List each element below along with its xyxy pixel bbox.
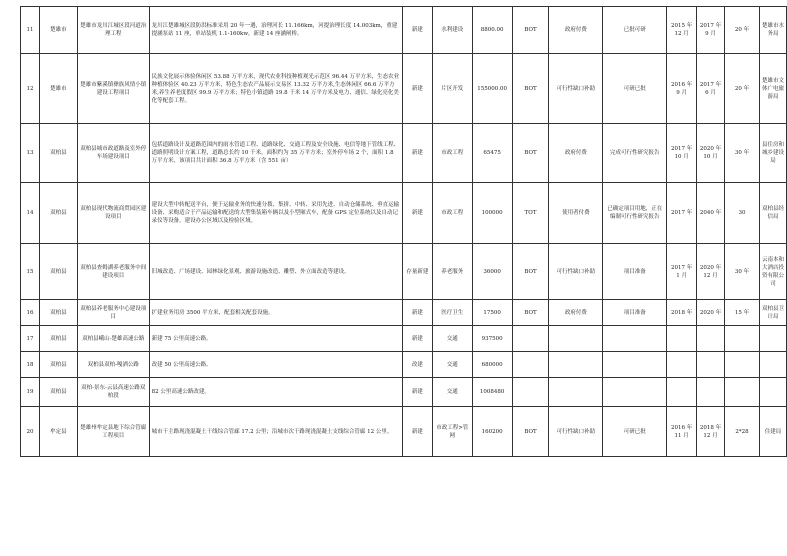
cell-start: 2017 年 [667, 183, 697, 244]
cell-term [725, 352, 760, 378]
cell-pay: 可行性缺口补助 [549, 54, 603, 124]
cell-inv: 100000 [472, 183, 512, 244]
cell-name: 双柏县峨山-楚雄高速公路 [77, 326, 149, 352]
cell-stage [603, 326, 667, 352]
cell-type: 新建 [402, 183, 432, 244]
table-row [21, 378, 787, 407]
table-row [21, 352, 787, 378]
cell-inv: 65475 [472, 124, 512, 183]
cell-desc: 新建 75 公里高速公路。 [149, 326, 402, 352]
cell-end [697, 378, 725, 407]
cell-no: 14 [21, 183, 40, 244]
cell-term: 15 年 [725, 300, 760, 326]
cell-inv: 160200 [472, 407, 512, 457]
cell-term: 30 年 [725, 244, 760, 300]
cell-cat: 水利建设 [432, 7, 472, 54]
cell-type: 新建 [402, 124, 432, 183]
cell-type: 新建 [402, 300, 432, 326]
cell-pay: 政府付费 [549, 300, 603, 326]
cell-stage: 项目准备 [603, 244, 667, 300]
cell-no: 19 [21, 378, 40, 407]
cell-name: 楚雄州牟定县地下综合管廊工程项目 [77, 407, 149, 457]
cell-end: 2017 年 9 月 [697, 7, 725, 54]
table-row [21, 124, 787, 183]
cell-no: 20 [21, 407, 40, 457]
cell-cat: 市政工程>管网 [432, 407, 472, 457]
cell-desc: 扩建业务用房 3500 平方米，配套相关配套设施。 [149, 300, 402, 326]
cell-desc: 民族文化展示体验休闲区 53.88 万平方米，现代农业科技种植观光示范区 96.44 万平方米，生态农业种植体验区 40.23 万平方米，特色生态农产品展示交易区 13.32 万平方米,生态休闲区 66.6 万平方米,养生养老度假区 99.9 万平方米；特色小镇道路 19.8 千米 14 万平方米及电力、通信、绿化亮化美化等配套工程。 [149, 54, 402, 124]
cell-pay: 使用者付费 [549, 183, 603, 244]
cell-name: 双柏县查姆湖养老服务中间建设项目 [77, 244, 149, 300]
cell-name: 楚雄市龙川江城区段河道治理工程 [77, 7, 149, 54]
cell-org [759, 378, 786, 407]
cell-mode [512, 326, 549, 352]
table-row [21, 326, 787, 352]
cell-type: 存量新建 [402, 244, 432, 300]
cell-desc: 城市干主路现浇混凝土干线综合管廊 17.2 公里；沿城市次干路现浇混凝土支线综合管廊 12 公里。 [149, 407, 402, 457]
cell-name: 楚雄市紫溪镇彝族风情小镇建设工程项目 [77, 54, 149, 124]
cell-start: 2016 年 9 月 [667, 54, 697, 124]
cell-mode [512, 378, 549, 407]
cell-start: 2017 年 1 月 [667, 244, 697, 300]
cell-org: 县住房和城乡建设局 [759, 124, 786, 183]
cell-no: 13 [21, 124, 40, 183]
cell-inv: 937500 [472, 326, 512, 352]
cell-mode: BOT [512, 54, 549, 124]
cell-stage [603, 378, 667, 407]
cell-stage: 可研已批 [603, 54, 667, 124]
cell-pay: 可行性缺口补助 [549, 407, 603, 457]
cell-start: 2015 年 12 月 [667, 7, 697, 54]
table-row [21, 7, 787, 54]
cell-loc: 牟定县 [39, 407, 77, 457]
cell-stage: 可研已批 [603, 407, 667, 457]
table-row [21, 54, 787, 124]
cell-loc: 双柏县 [39, 183, 77, 244]
cell-pay: 可行性缺口补助 [549, 244, 603, 300]
cell-end: 2017 年 6 月 [697, 54, 725, 124]
cell-cat: 交通 [432, 326, 472, 352]
cell-no: 17 [21, 326, 40, 352]
cell-desc: 旧城改造、广场建设、园林绿化景观、旅游设施改造、雕塑、外立面改造等建设。 [149, 244, 402, 300]
cell-end: 2018 年 12 月 [697, 407, 725, 457]
cell-start: 2018 年 [667, 300, 697, 326]
cell-mode: BOT [512, 300, 549, 326]
cell-term: 20 年 [725, 54, 760, 124]
cell-mode: TOT [512, 183, 549, 244]
cell-name: 双柏县双柏-嘎洒公路 [77, 352, 149, 378]
cell-cat: 市政工程 [432, 183, 472, 244]
cell-cat: 养老服务 [432, 244, 472, 300]
cell-mode [512, 352, 549, 378]
cell-term: 20 年 [725, 7, 760, 54]
cell-loc: 双柏县 [39, 124, 77, 183]
cell-org: 楚雄市水务局 [759, 7, 786, 54]
cell-inv: 155000.00 [472, 54, 512, 124]
cell-name: 双柏县城市政道路及室外停车场建设项目 [77, 124, 149, 183]
cell-mode: BOT [512, 124, 549, 183]
cell-mode: BOT [512, 244, 549, 300]
cell-cat: 交通 [432, 352, 472, 378]
table-row [21, 183, 787, 244]
cell-term [725, 326, 760, 352]
cell-cat: 交通 [432, 378, 472, 407]
cell-pay: 政府付费 [549, 124, 603, 183]
cell-desc: 建设大型中转配送平台，便于运输业务的快速分拨、集拼、中转、采用先进、自动仓储系统、垂直运输设备、采购适合于产品运输和配送的大型集装箱车辆以及小型厢式车，配备 GPS 定位系统以及自动记录仪等设备，建设办公区域以及检验区域。 [149, 183, 402, 244]
cell-end [697, 326, 725, 352]
cell-start: 2017 年 10 月 [667, 124, 697, 183]
cell-inv: 1008480 [472, 378, 512, 407]
cell-org: 双柏县卫计局 [759, 300, 786, 326]
cell-term [725, 378, 760, 407]
cell-org [759, 326, 786, 352]
cell-desc: 改建 50 公里高速公路。 [149, 352, 402, 378]
cell-term: 2*28 [725, 407, 760, 457]
cell-inv: 8800.00 [472, 7, 512, 54]
cell-pay [549, 326, 603, 352]
table-row [21, 244, 787, 300]
cell-loc: 双柏县 [39, 244, 77, 300]
cell-org: 住建局 [759, 407, 786, 457]
cell-name: 双柏县养老服务中心建设项目 [77, 300, 149, 326]
cell-start [667, 378, 697, 407]
cell-type: 新建 [402, 7, 432, 54]
cell-desc: 82 公里高速公路改建。 [149, 378, 402, 407]
cell-loc: 楚雄市 [39, 54, 77, 124]
cell-stage: 已确定项目用地，正在编制可行性研究报告 [603, 183, 667, 244]
cell-name: 双柏县现代物流商贸园区建设项目 [77, 183, 149, 244]
cell-no: 12 [21, 54, 40, 124]
cell-no: 15 [21, 244, 40, 300]
cell-inv: 17500 [472, 300, 512, 326]
cell-pay [549, 378, 603, 407]
cell-no: 18 [21, 352, 40, 378]
cell-end: 2040 年 [697, 183, 725, 244]
cell-end: 2020 年 12 月 [697, 244, 725, 300]
cell-mode: BOT [512, 7, 549, 54]
cell-stage: 完成可行性研究报告 [603, 124, 667, 183]
table-row [21, 300, 787, 326]
cell-end [697, 352, 725, 378]
cell-stage: 项目准备 [603, 300, 667, 326]
cell-cat: 市政工程 [432, 124, 472, 183]
cell-start [667, 326, 697, 352]
cell-type: 新建 [402, 326, 432, 352]
cell-term: 30 [725, 183, 760, 244]
cell-type: 新建 [402, 378, 432, 407]
cell-end: 2020 年 [697, 300, 725, 326]
cell-desc: 包括道路设计及道路范围内的雨水管道工程、道路绿化、交通工程及安全设施、电信等地下管线工程、道路照明设计方案工程，道路总长约 10 千米，面积约为 35 万平方米；室外停车场 2 个，面积 1.8 万平方米，该项目共计面积 36.8 万平方米（含 551 亩） [149, 124, 402, 183]
cell-type: 新建 [402, 54, 432, 124]
cell-org: 楚雄市文体广电旅游局 [759, 54, 786, 124]
cell-org: 双柏县经信局 [759, 183, 786, 244]
cell-type: 新建 [402, 407, 432, 457]
cell-term: 30 年 [725, 124, 760, 183]
cell-stage [603, 352, 667, 378]
cell-loc: 双柏县 [39, 378, 77, 407]
cell-loc: 楚雄市 [39, 7, 77, 54]
table-row [21, 407, 787, 457]
cell-no: 16 [21, 300, 40, 326]
cell-loc: 双柏县 [39, 326, 77, 352]
cell-inv: 680000 [472, 352, 512, 378]
cell-pay [549, 352, 603, 378]
cell-loc: 双柏县 [39, 300, 77, 326]
cell-org [759, 352, 786, 378]
cell-mode: BOT [512, 407, 549, 457]
cell-stage: 已批可研 [603, 7, 667, 54]
cell-start: 2016 年 11 月 [667, 407, 697, 457]
cell-name: 双柏-景东-云县高速公路双柏段 [77, 378, 149, 407]
cell-type: 改建 [402, 352, 432, 378]
cell-cat: 片区开发 [432, 54, 472, 124]
cell-inv: 36000 [472, 244, 512, 300]
project-table [20, 6, 787, 457]
cell-org: 云南本和大酒店投资有限公司 [759, 244, 786, 300]
cell-end: 2020 年 10 月 [697, 124, 725, 183]
cell-desc: 龙川江楚雄城区段防洪标准采用 20 年一遇，治理河长 11.166km，河提治理长度 14.003km，重建提涵泵站 11 座，单站装机 1.1-160kw，新建 14 座涵闸桥。 [149, 7, 402, 54]
cell-loc: 双柏县 [39, 352, 77, 378]
cell-pay: 政府付费 [549, 7, 603, 54]
cell-cat: 医疗卫生 [432, 300, 472, 326]
cell-no: 11 [21, 7, 40, 54]
cell-start [667, 352, 697, 378]
